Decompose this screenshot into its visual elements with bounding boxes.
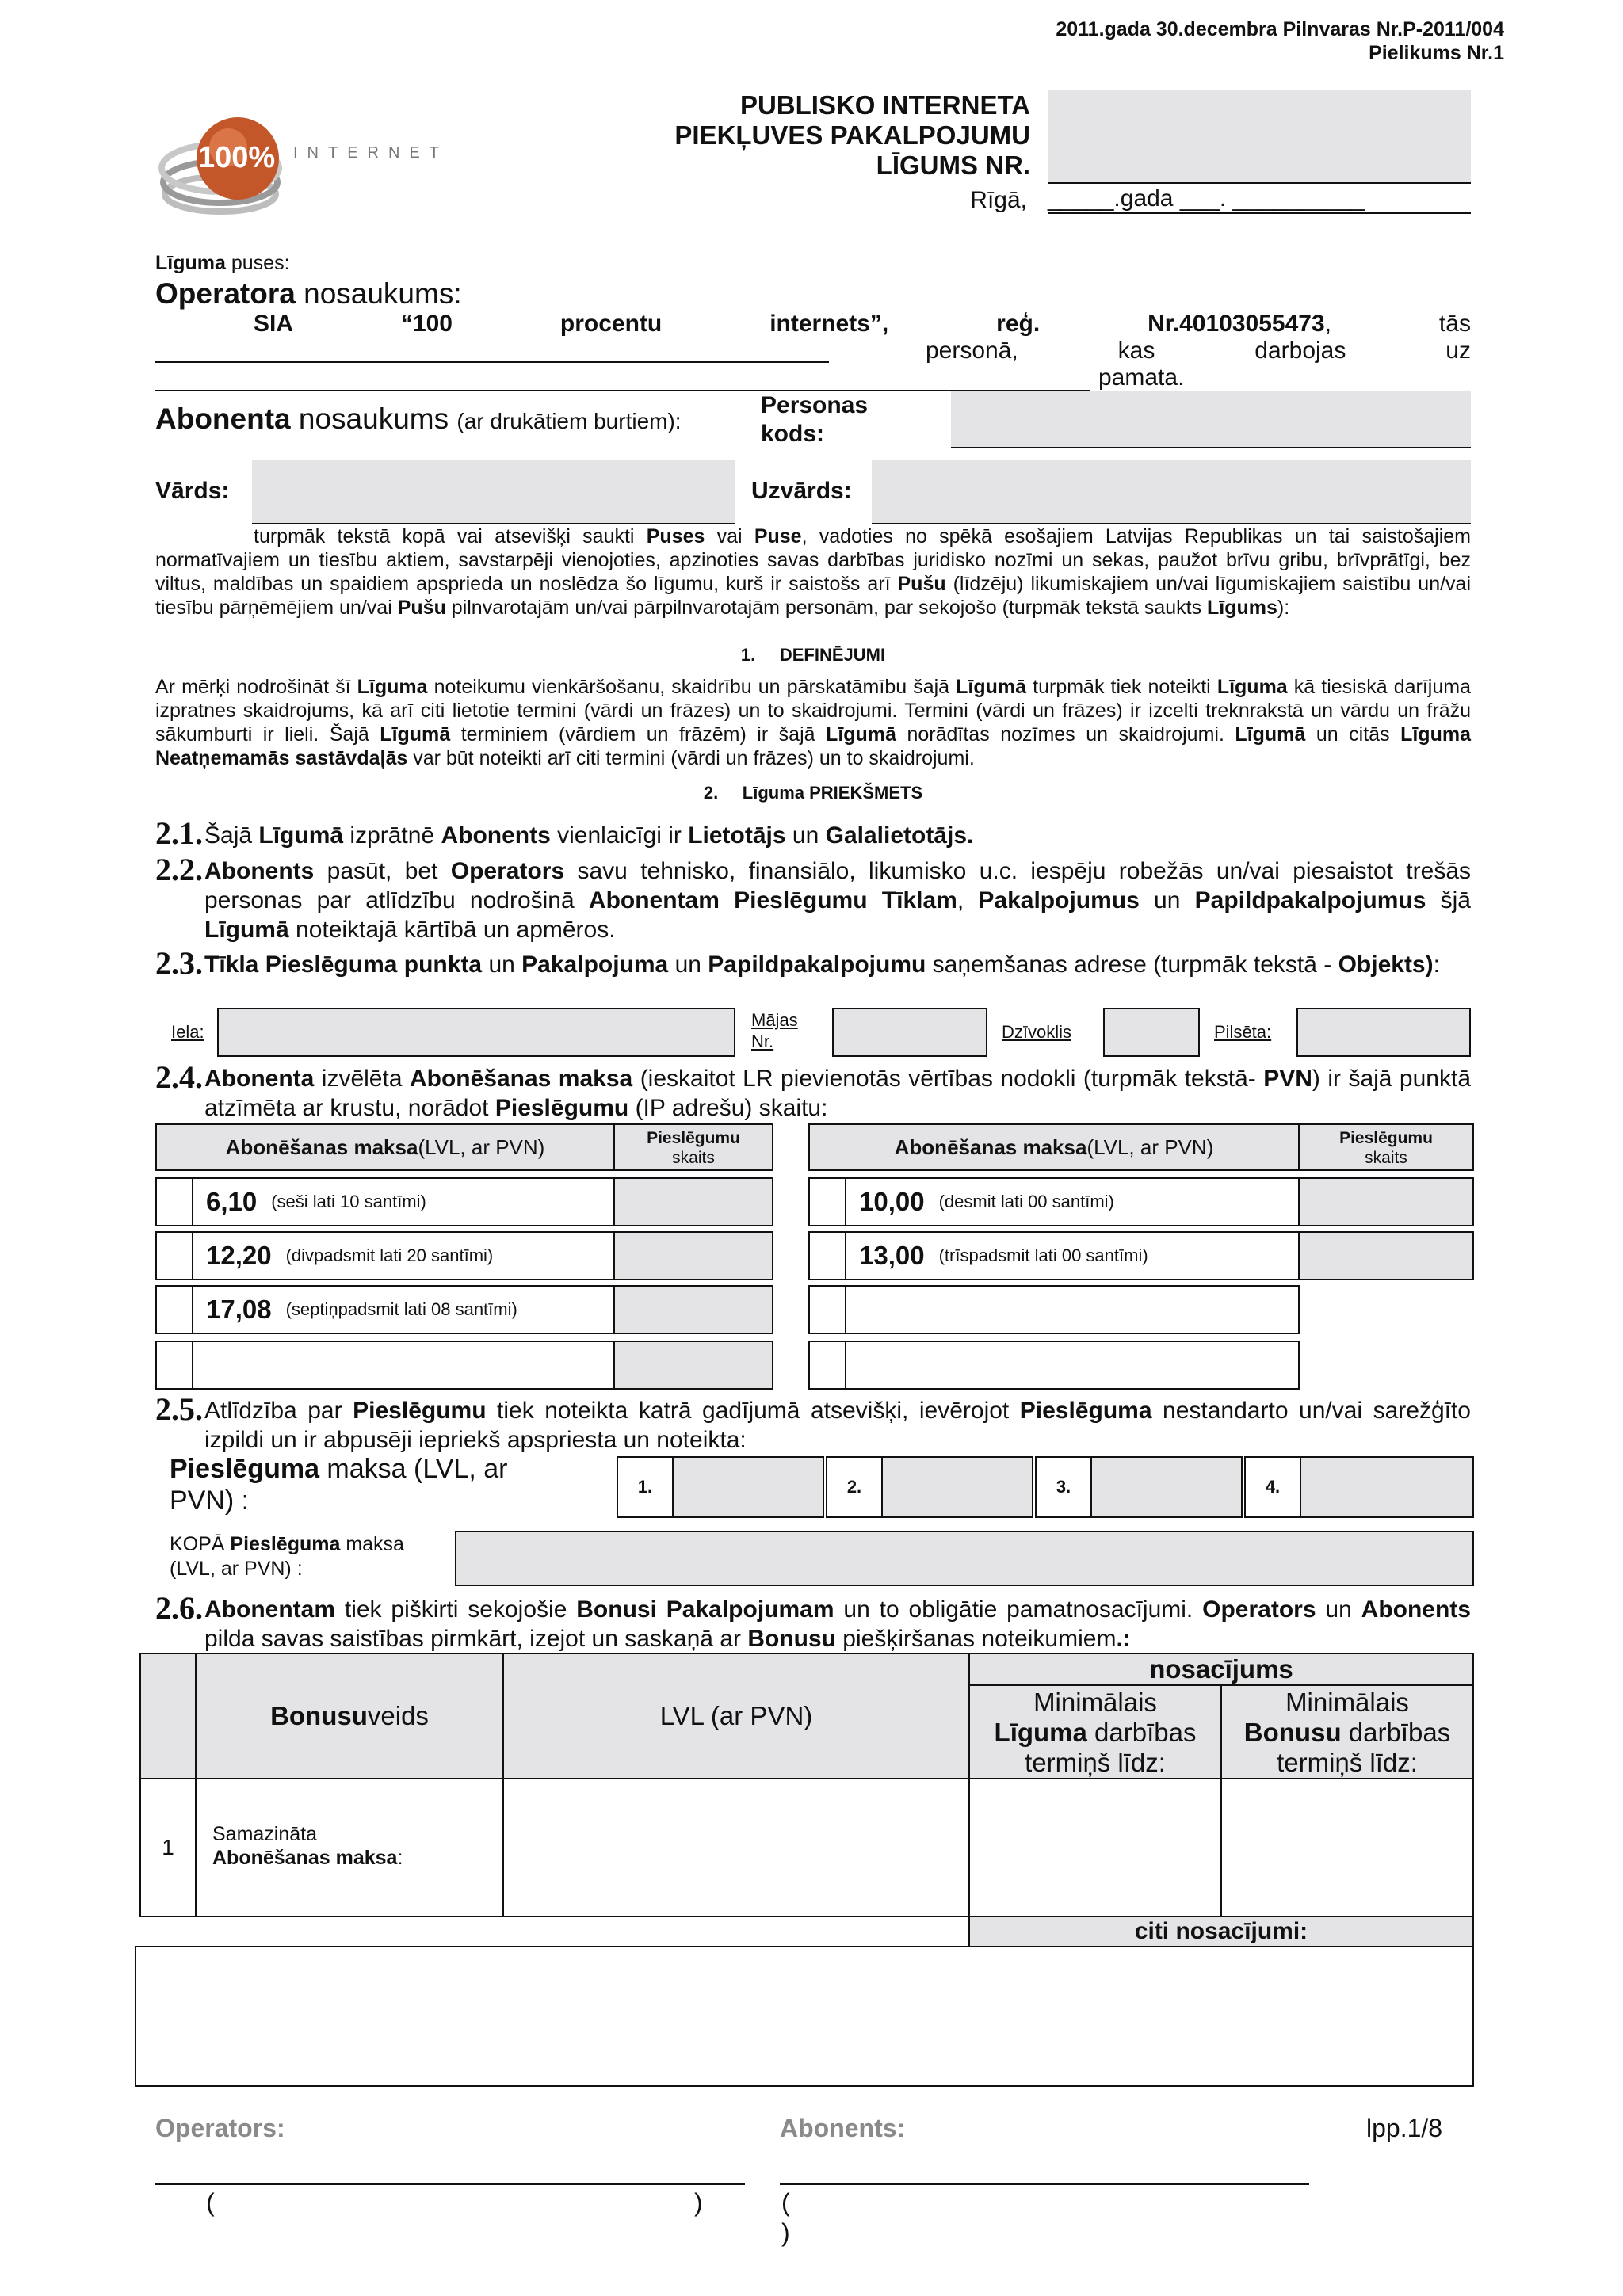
section-2-5-number: 2.5. — [155, 1391, 203, 1427]
bonus-header-condition: nosacījums — [968, 1653, 1474, 1686]
operator-basis-text: pamata. — [1098, 364, 1185, 391]
personal-code-field[interactable] — [951, 391, 1471, 448]
fee-option-left-3 — [192, 1285, 615, 1334]
fee-option-checkbox-right-4[interactable] — [808, 1341, 846, 1390]
logo-word: INTERNET — [293, 144, 449, 162]
section-2-6-number: 2.6. — [155, 1590, 203, 1626]
connection-count-field-right-1[interactable] — [1298, 1177, 1474, 1226]
connections-header-left: Pieslēgumu skaits — [613, 1123, 773, 1171]
preamble-text: turpmāk tekstā kopā vai atsevišķi saukti Puses vai Puse, vadoties no spēkā esošajiem Latvijas Republikas un tai saistošajiem normatīvajiem un tiesību aktiem, savstarpēji vienojoties, apzinoties savas darbības juridisko nozīmi un sekas, paužot brīvu gribu, brīvprātīgi, bez viltus, maldības un spaidiem apspriedа un noslēdza šo līgumu, kurš ir saistošs arī Pušu (līdzēju) likumiskajiem un/vai līgumiskajiem saistību un/vai tiesību pārņēmējiem un/vai Pušu pilnvarotajām un/vai pārpilnvarotajām personām, par sekojošo (turpmāk tekstā saukts Līgums): — [155, 525, 1472, 619]
company-logo — [158, 103, 449, 222]
total-connection-fee-label: KOPĀ Pieslēguma maksa (LVL, ar PVN) : — [170, 1533, 404, 1580]
section-2-2-text: Abonents pasūt, bet Operators savu tehnisko, finansiālo, likumisko u.c. iespēju robežās un/vai piesaistot trešās personas par atlīdzību nodrošinā Abonentam Pieslēgumu Tīklam, Pakalpojumus un Papildpakalpojumus šjā Līgumā noteiktajā kārtībā un apmēros. — [204, 858, 1472, 943]
connection-fee-slot-field-4[interactable] — [1300, 1456, 1474, 1518]
fee-option-checkbox-left-4[interactable] — [155, 1341, 193, 1390]
definitions-heading: 1. DEFINĒJUMI — [740, 645, 886, 665]
fee-header-left: Abonēšanas maksa (LVL, ar PVN) — [155, 1123, 615, 1171]
subject-heading: 2. Līguma PRIEKŠMETS — [703, 783, 923, 803]
page-number: lpp.1/8 — [1366, 2114, 1443, 2142]
operator-name-line: SIA “100 procentu internets”, reģ. Nr.40103055473, tās — [254, 311, 1471, 337]
section-2-2-number: 2.2. — [155, 852, 203, 887]
connection-fee-slot-field-3[interactable] — [1090, 1456, 1243, 1518]
section-2-5-text: Atlīdzība par Pieslēgumu tiek noteikta katrā gadījumā atsevišķi, ievērojot Pieslēguma nestandarto un/vai sarežģīto izpildi un ir abpusēji iepriekš apspriesta un noteikta: — [204, 1398, 1471, 1453]
connection-count-field-left-1[interactable] — [613, 1177, 773, 1226]
logo-badge-text: 100% — [198, 141, 276, 174]
bonus-header-min-bonus: Minimālais Bonusu darbības termiņš līdz: — [1220, 1684, 1474, 1779]
fee-option-right-1 — [845, 1177, 1300, 1226]
place-label: Rīgā, — [970, 187, 1027, 213]
fee-amount: 10,00 — [859, 1187, 925, 1216]
connection-fee-slot-label-1: 1. — [617, 1456, 674, 1518]
section-2-1-number: 2.1. — [155, 815, 203, 851]
subscriber-signature-field[interactable] — [780, 2155, 1309, 2185]
operator-representative-field[interactable] — [155, 336, 829, 363]
other-conditions-header: citi nosacījumi: — [968, 1916, 1474, 1947]
section-2-3-text: Tīkla Pieslēguma punkta un Pakalpojuma un Papildpakalpojumu saņemšanas adrese (turpmāk tekstā - Objekts): — [204, 952, 1440, 978]
connection-fee-label: Pieslēguma maksa (LVL, ar PVN) : — [170, 1454, 508, 1516]
operator-basis-field[interactable] — [155, 364, 1090, 391]
operator-signature-field[interactable] — [155, 2155, 745, 2185]
fee-header-right: Abonēšanas maksa (LVL, ar PVN) — [808, 1123, 1300, 1171]
fee-amount-words: (desmit lati 00 santīmi) — [938, 1192, 1114, 1211]
fee-amount-words: (septiņpadsmit lati 08 santīmi) — [285, 1299, 517, 1319]
section-2-6-text: Abonentam tiek piškirti sekojošie Bonusi Pakalpojumam un to obligātie pamatnosacījumi. Operators un Abonents pilda savas saistības pirmkārt, izejot un saskaņā ar Bonusu piešķiršanas noteikumiem.: — [204, 1596, 1471, 1652]
fee-option-right-3 — [845, 1285, 1300, 1334]
bonus-header-amount: LVL (ar PVN) — [502, 1653, 970, 1779]
subscriber-name-label: Abonenta nosaukums (ar drukātiem burtiem): — [155, 402, 682, 435]
fee-amount-words: (divpadsmit lati 20 santīmi) — [285, 1245, 494, 1265]
connection-count-field-left-3[interactable] — [613, 1285, 773, 1334]
fee-option-checkbox-left-3[interactable] — [155, 1285, 193, 1334]
operator-signature-label: Operators: — [155, 2114, 285, 2142]
other-conditions-field[interactable] — [135, 1946, 1474, 2087]
document-title: PUBLISKO INTERNETA PIEKĻUVES PAKALPOJUMU LĪGUMS NR. — [674, 90, 1030, 180]
bonus-row-amount-field[interactable] — [502, 1778, 970, 1917]
bonus-header-min-contract: Minimālais Līguma darbības termiņš līdz: — [968, 1684, 1222, 1779]
section-2-1-text: Šajā Līgumā izprātnē Abonents vienlaicīgi ir Lietotājs un Galalietotājs. — [204, 822, 974, 849]
document-reference: 2011.gada 30.decembra Pilnvaras Nr.P-2011/004 Pielikums Nr.1 — [1056, 18, 1504, 64]
fee-option-right-4 — [845, 1341, 1300, 1390]
street-field[interactable] — [217, 1008, 735, 1057]
personal-code-label: Personas kods: — [761, 392, 869, 447]
house-number-label: Mājas Nr. — [751, 1010, 798, 1051]
bonus-row-min-bonus-field[interactable] — [1220, 1778, 1474, 1917]
street-label: Iela: — [171, 1022, 204, 1042]
fee-option-left-2 — [192, 1231, 615, 1280]
connection-fee-slot-label-4: 4. — [1244, 1456, 1301, 1518]
definitions-text: Ar mērķi nodrošināt šī Līguma noteikumu vienkāršošanu, skaidrību un pārskatāmību šajā Līgumā turpmāk tiek noteikti Līguma kā tiesiskā darījuma izpratnes skaidrojums, kā arī citi lietotie termini (vārdi un frāzes) un to skaidrojumi. Termini (vārdi un frāzes) ir izcelti treknrakstā un vārdu un frāžu sākumburti ir lieli. Šajā Līgumā terminiem (vārdiem un frāzēm) ir šajā Līgumā norādītas nozīmes un skaidrojumi. Līgumā un citās Līguma Neatņemamās sastāvdaļās var būt noteikti arī citi termini (vārdi un frāzes) un to skaidrojumi. — [155, 676, 1471, 769]
fee-option-checkbox-right-2[interactable] — [808, 1231, 846, 1280]
contract-date-field[interactable]: _____.gada ___. __________ — [1048, 185, 1471, 214]
fee-option-right-2 — [845, 1231, 1300, 1280]
flat-label: Dzīvoklis — [1002, 1022, 1072, 1042]
operator-name-open-paren: ( — [206, 2188, 215, 2217]
fee-amount: 17,08 — [206, 1295, 272, 1324]
fee-option-checkbox-right-1[interactable] — [808, 1177, 846, 1226]
surname-field[interactable] — [872, 460, 1471, 524]
connection-fee-slot-label-2: 2. — [826, 1456, 883, 1518]
section-2-4-number: 2.4. — [155, 1059, 203, 1095]
fee-amount: 6,10 — [206, 1187, 258, 1216]
operator-name-close-paren: ) — [694, 2188, 703, 2217]
section-2-4-text: Abonenta izvēlēta Abonēšanas maksa (ieskaitot LR pievienotās vērtības nodokli (turpmāk tekstā- PVN) ir šajā punktā atzīmēta ar krustu, norādot Pieslēgumu (IP adrešu) skaitu: — [204, 1066, 1472, 1121]
contract-number-field[interactable] — [1048, 90, 1471, 184]
first-name-field[interactable] — [252, 460, 735, 524]
connection-count-field-left-4[interactable] — [613, 1341, 773, 1390]
connections-header-right: Pieslēgumu skaits — [1298, 1123, 1474, 1171]
fee-option-checkbox-left-2[interactable] — [155, 1231, 193, 1280]
surname-label: Uzvārds: — [751, 478, 852, 504]
house-number-field[interactable] — [832, 1008, 987, 1057]
operator-representative-text: personā, kas darbojas uz — [926, 338, 1471, 364]
bonus-row-type: Samazināta Abonēšanas maksa: — [195, 1778, 504, 1917]
fee-amount: 13,00 — [859, 1241, 925, 1270]
bonus-row-min-contract-field[interactable] — [968, 1778, 1222, 1917]
subscriber-name-open-paren: ( — [781, 2188, 790, 2217]
bonus-header-type: Bonusu veids — [195, 1653, 504, 1779]
connection-count-field-right-2[interactable] — [1298, 1231, 1474, 1280]
subscriber-name-close-paren: ) — [781, 2218, 790, 2247]
bonus-row-num: 1 — [139, 1778, 197, 1917]
operator-name-label: Operatora nosaukums: — [155, 277, 462, 310]
fee-option-left-4 — [192, 1341, 615, 1390]
parties-intro: Līguma puses: — [155, 252, 290, 274]
fee-amount-words: (trīspadsmit lati 00 santīmi) — [938, 1245, 1148, 1265]
flat-field[interactable] — [1103, 1008, 1200, 1057]
bonus-header-num — [139, 1653, 197, 1779]
fee-amount-words: (seši lati 10 santīmi) — [271, 1192, 426, 1211]
city-label: Pilsēta: — [1214, 1022, 1272, 1042]
first-name-label: Vārds: — [155, 478, 230, 504]
subscriber-signature-label: Abonents: — [780, 2114, 906, 2142]
fee-option-checkbox-right-3[interactable] — [808, 1285, 846, 1334]
fee-amount: 12,20 — [206, 1241, 272, 1270]
fee-option-left-1 — [192, 1177, 615, 1226]
total-connection-fee-field[interactable] — [455, 1531, 1474, 1586]
section-2-3-number: 2.3. — [155, 945, 203, 981]
city-field[interactable] — [1296, 1008, 1471, 1057]
fee-option-checkbox-left-1[interactable] — [155, 1177, 193, 1226]
connection-fee-slot-field-1[interactable] — [672, 1456, 824, 1518]
connection-fee-slot-field-2[interactable] — [881, 1456, 1033, 1518]
connection-count-field-left-2[interactable] — [613, 1231, 773, 1280]
connection-fee-slot-label-3: 3. — [1035, 1456, 1092, 1518]
